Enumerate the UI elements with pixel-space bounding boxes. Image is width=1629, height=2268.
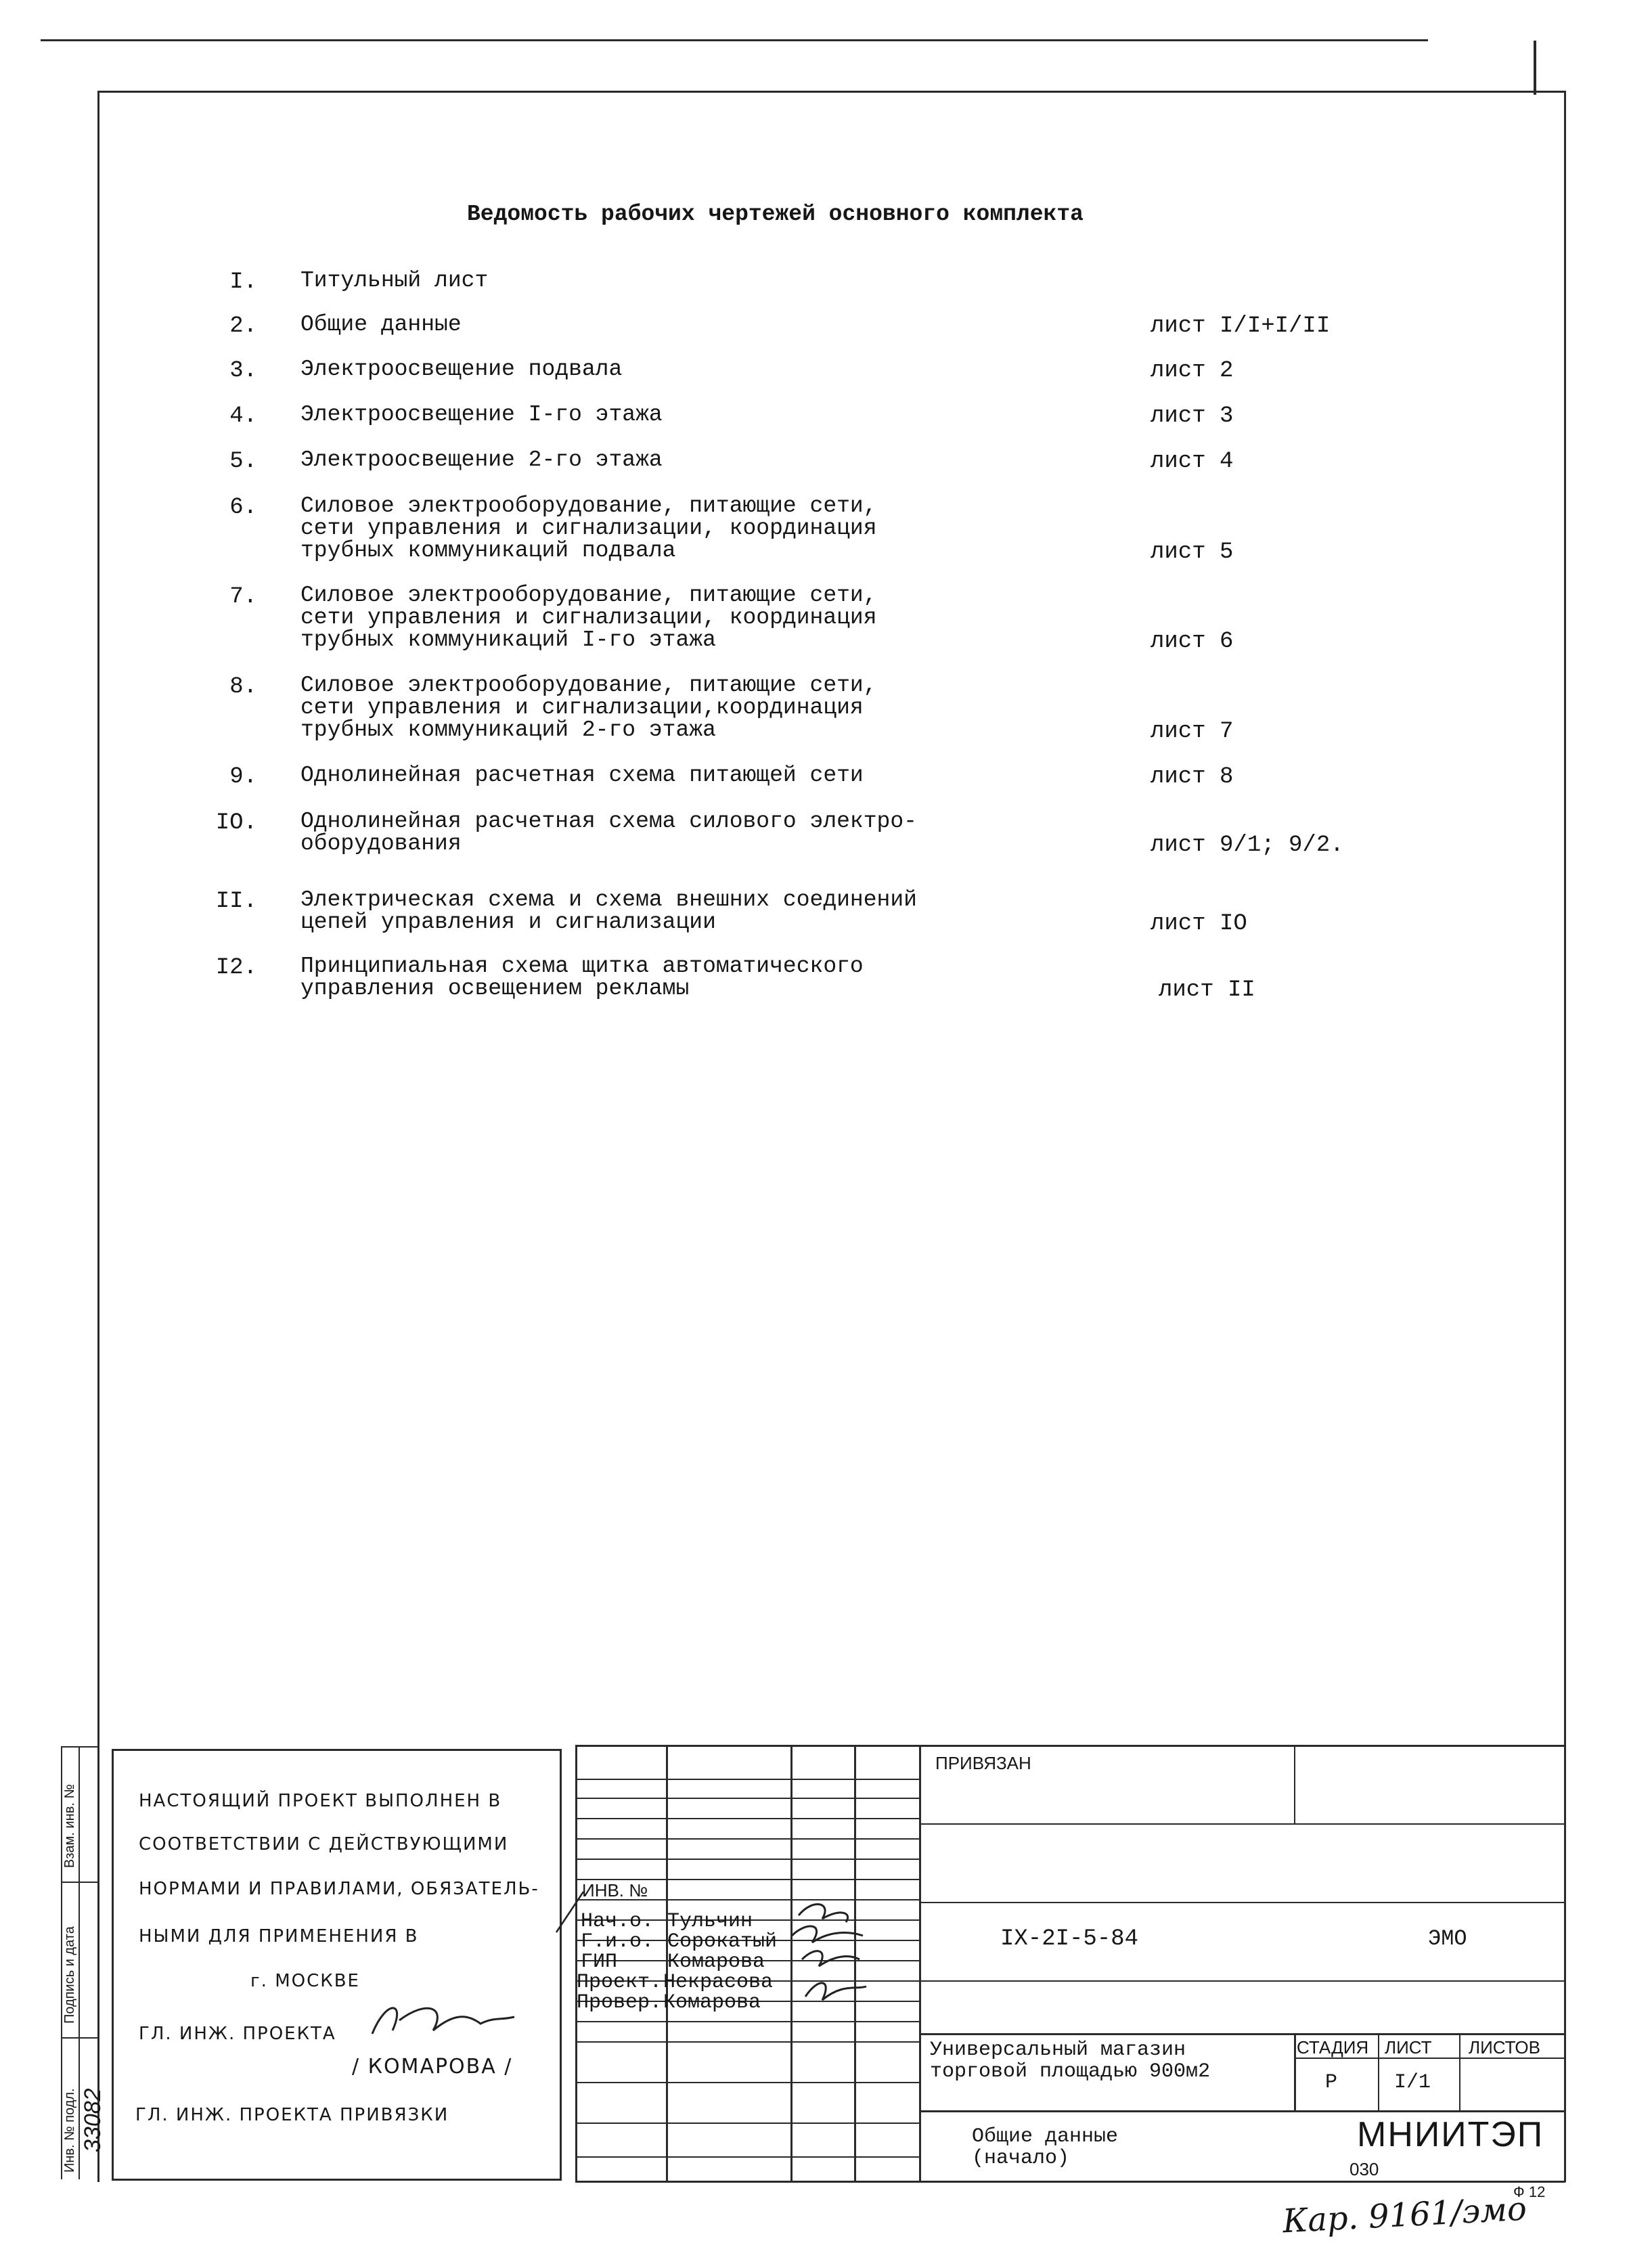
drawing-code: IX-2I-5-84 xyxy=(1000,1926,1139,1952)
project-name-line: Универсальный магазин xyxy=(930,2039,1186,2062)
tb-right-col xyxy=(1294,2033,1296,2112)
role-name: Сорокатый xyxy=(667,1930,778,1953)
tb-right-row xyxy=(920,1823,1565,1825)
sheets-label: ЛИСТОВ xyxy=(1469,2037,1540,2058)
item-sheet: лист 7 xyxy=(1151,719,1234,744)
role-label: Г.и.о. xyxy=(581,1930,654,1953)
top-right-tick xyxy=(1534,41,1536,95)
organization-sub: 030 xyxy=(1349,2159,1379,2179)
item-text: Силовое электрооборудование, питающие сети, сети управления и сигнализации,координация трубных коммуникаций 2-го этажа xyxy=(300,673,877,742)
item-text: Электроосвещение 2-го этажа xyxy=(300,447,663,472)
item-number: 8. xyxy=(229,674,257,700)
item-text: Электроосвещение подвала xyxy=(300,357,623,382)
item-number: 9. xyxy=(229,764,257,790)
tb-row-line xyxy=(575,1818,920,1819)
top-frame-line xyxy=(97,91,1565,93)
item-sheet: лист 6 xyxy=(1151,629,1234,654)
side-strip-inventory-number: 33082 xyxy=(80,2088,106,2152)
drawing-name-line: (начало) xyxy=(972,2147,1070,2170)
tb-row-line xyxy=(575,2156,920,2158)
item-sheet: лист 8 xyxy=(1151,764,1234,790)
tb-right-col xyxy=(1459,2033,1460,2110)
tb-bottom-line xyxy=(575,2181,1565,2183)
item-number: 3. xyxy=(229,358,257,384)
item-number: I. xyxy=(229,269,257,295)
tb-right-row xyxy=(920,2110,1565,2112)
item-text: Однолинейная расчетная схема силового электро- оборудования xyxy=(300,809,917,856)
tb-top-line xyxy=(575,1745,1565,1747)
stamp-binding-label: ГЛ. ИНЖ. ПРОЕКТА ПРИВЯЗКИ xyxy=(135,2105,449,2125)
tb-row-line xyxy=(575,2021,920,2022)
tb-row-line xyxy=(575,1798,920,1799)
bound-label: ПРИВЯЗАН xyxy=(935,1753,1031,1773)
sheet-value: I/1 xyxy=(1394,2071,1431,2094)
item-sheet: лист IO xyxy=(1151,911,1247,937)
organization-name: МНИИТЭП xyxy=(1357,2115,1544,2154)
document-title: Ведомость рабочих чертежей основного комплекта xyxy=(467,202,1084,227)
inventory-label: ИНВ. № xyxy=(582,1880,648,1900)
stage-label: СТАДИЯ xyxy=(1297,2037,1369,2058)
tb-row-line xyxy=(575,1838,920,1840)
item-text: Общие данные xyxy=(300,312,462,337)
item-sheet: лист I/I+I/II xyxy=(1151,313,1331,339)
drawing-name-line: Общие данные xyxy=(972,2125,1119,2148)
item-text: Однолинейная расчетная схема питающей сети xyxy=(300,763,864,788)
item-text: Титульный лист xyxy=(300,268,489,293)
item-text: Электроосвещение I-го этажа xyxy=(300,402,663,427)
item-sheet: лист II xyxy=(1159,977,1255,1003)
item-sheet: лист 4 xyxy=(1151,449,1234,474)
stage-value: Р xyxy=(1325,2071,1338,2094)
item-text: Электрическая схема и схема внешних соединений цепей управления и сигнализации xyxy=(300,887,917,935)
role-label: ГИП xyxy=(581,1951,618,1974)
item-sheet: лист 5 xyxy=(1151,539,1234,565)
role-name: Комарова xyxy=(663,1991,761,2014)
drawing-mark: ЭМО xyxy=(1428,1926,1467,1951)
item-text: Принципиальная схема щитка автоматического управления освещением рекламы xyxy=(300,954,864,1001)
signature-scribbles xyxy=(785,1895,873,2010)
item-number: 7. xyxy=(229,584,257,610)
tb-row-line xyxy=(575,2082,920,2083)
right-frame-line xyxy=(1564,91,1566,2182)
tb-right-col xyxy=(1294,1745,1295,1825)
item-number: 4. xyxy=(229,403,257,429)
item-number: II. xyxy=(215,889,257,914)
item-sheet: лист 2 xyxy=(1151,358,1234,384)
project-name-line: торговой площадью 900м2 xyxy=(930,2060,1211,2083)
stamp-line: НОРМАМИ И ПРАВИЛАМИ, ОБЯЗАТЕЛЬ- xyxy=(139,1879,539,1899)
tb-right-row xyxy=(920,2033,1565,2035)
side-strip-div-3 xyxy=(61,2037,99,2039)
item-number: 5. xyxy=(229,449,257,474)
side-strip-div-2 xyxy=(61,1882,99,1883)
sheet-label: ЛИСТ xyxy=(1385,2037,1432,2058)
item-number: I2. xyxy=(215,955,257,981)
tb-row-line xyxy=(575,1859,920,1860)
side-strip-div-1 xyxy=(61,1746,99,1748)
item-sheet: лист 9/1; 9/2. xyxy=(1151,832,1344,858)
side-strip-inventory-label: Инв. № подл. xyxy=(62,2088,77,2173)
role-label: Нач.о. xyxy=(581,1910,654,1933)
stamp-line: НАСТОЯЩИЙ ПРОЕКТ ВЫПОЛНЕН В xyxy=(139,1791,502,1811)
item-number: 6. xyxy=(229,495,257,520)
role-name: Некрасова xyxy=(663,1971,774,1994)
tb-row-line xyxy=(575,1779,920,1780)
side-strip-replace-label: Взам. инв. № xyxy=(62,1784,77,1868)
stamp-line: СООТВЕТСТВИИ С ДЕЙСТВУЮЩИМИ xyxy=(139,1834,509,1854)
stamp-city: г. МОСКВЕ xyxy=(250,1971,360,1991)
tb-right-row xyxy=(920,1980,1565,1982)
tb-right-row xyxy=(920,1902,1565,1903)
left-frame-line xyxy=(97,91,99,2182)
tb-col-line xyxy=(919,1745,921,2181)
side-strip-signature-label: Подпись и дата xyxy=(62,1926,77,2024)
role-name: Комарова xyxy=(667,1951,765,1974)
item-text: Силовое электрооборудование, питающие сети, сети управления и сигнализации, координация трубных коммуникаций I-го этажа xyxy=(300,583,877,652)
stamp-chief-label: ГЛ. ИНЖ. ПРОЕКТА xyxy=(139,2024,336,2044)
tb-col-line xyxy=(575,1745,577,2181)
stamp-line: НЫМИ ДЛЯ ПРИМЕНЕНИЯ В xyxy=(139,1926,419,1947)
chief-signature xyxy=(365,1993,521,2047)
item-number: IO. xyxy=(215,810,257,836)
stamp-chief-name: / КОМАРОВА / xyxy=(352,2055,513,2078)
archive-handwritten-number: Кар. 9161/эмо xyxy=(1281,2189,1528,2241)
item-number: 2. xyxy=(229,313,257,339)
tb-right-col xyxy=(1378,2033,1379,2110)
role-name: Тульчин xyxy=(667,1910,753,1933)
role-label: Провер. xyxy=(577,1991,663,2014)
tb-row-line xyxy=(575,2122,920,2124)
tb-row-line xyxy=(575,2041,920,2043)
item-sheet: лист 3 xyxy=(1151,403,1234,429)
item-text: Силовое электрооборудование, питающие сети, сети управления и сигнализации, координация трубных коммуникаций подвала xyxy=(300,493,877,563)
format-label: Ф 12 xyxy=(1513,2183,1546,2200)
top-border-line xyxy=(41,39,1428,41)
role-label: Проект. xyxy=(577,1971,663,1994)
